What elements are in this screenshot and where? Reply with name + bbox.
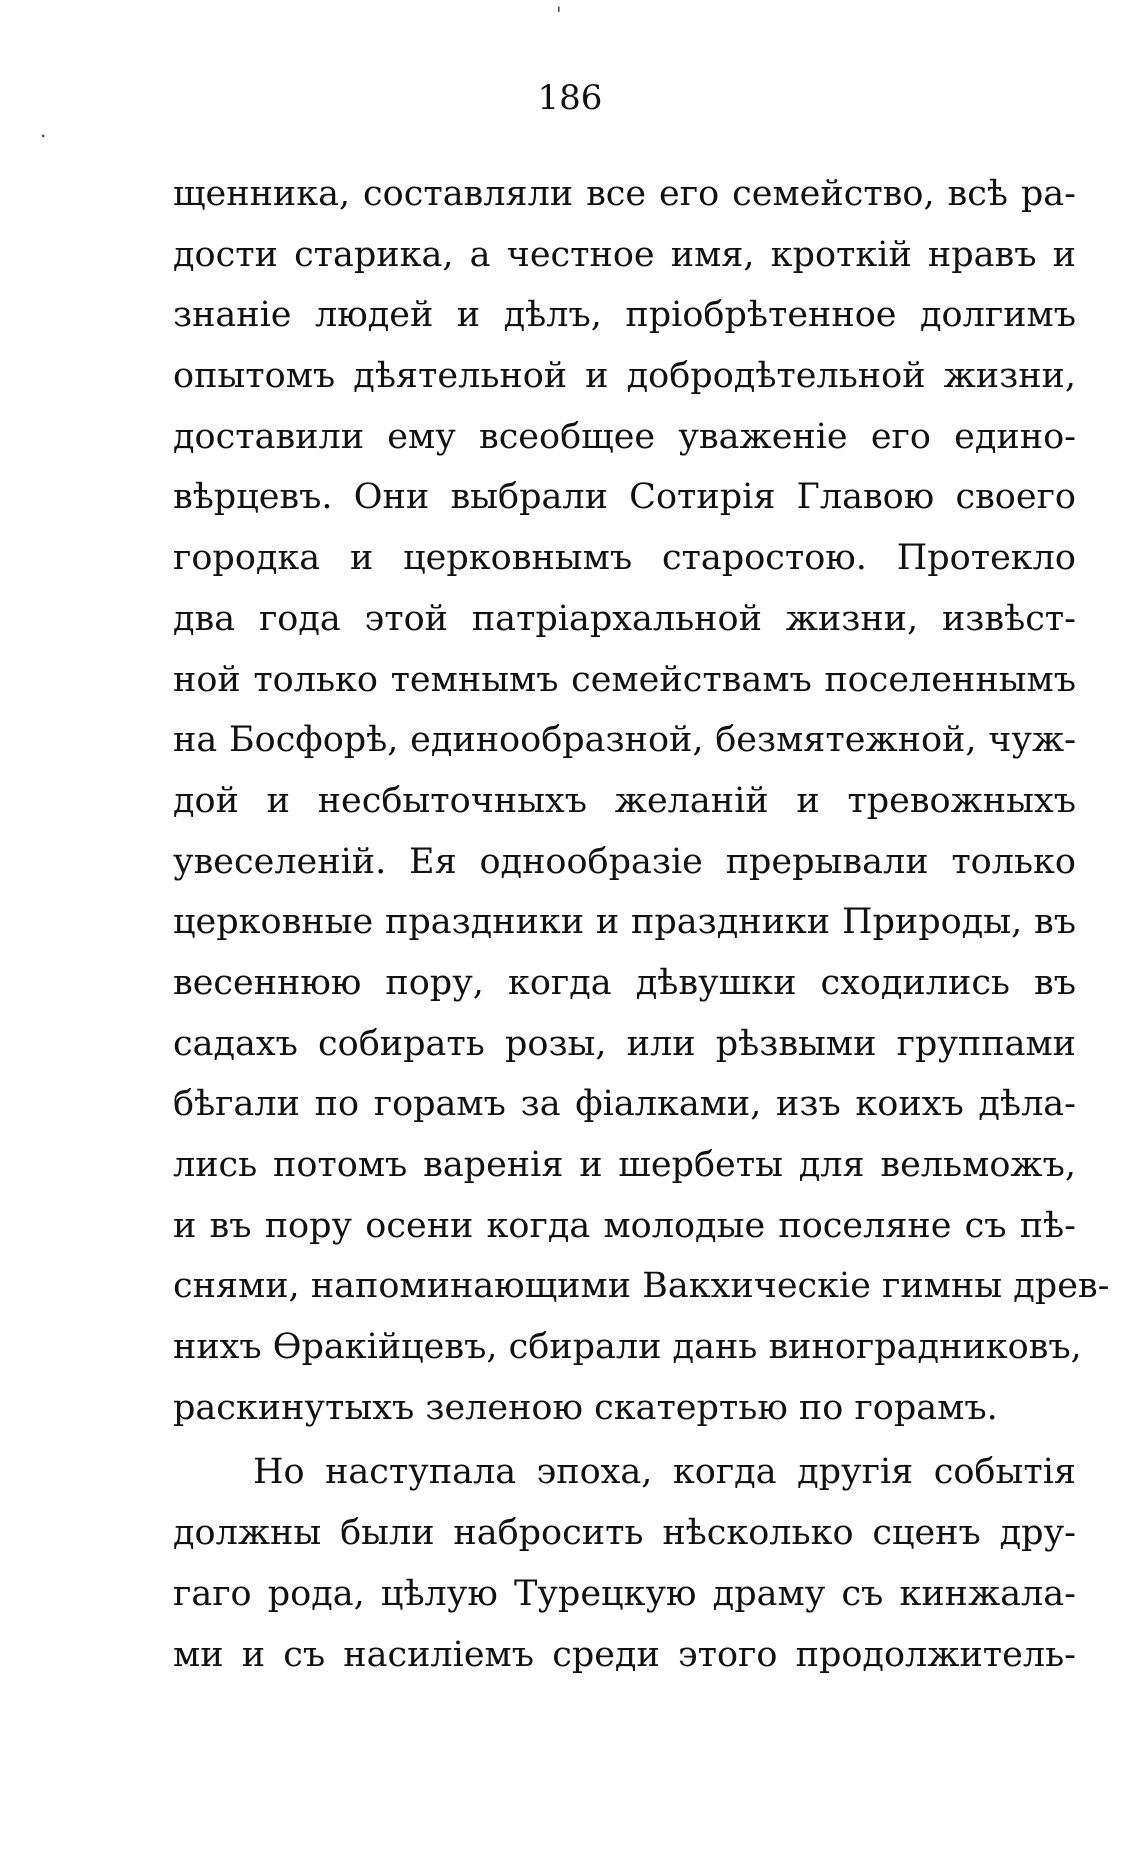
- text-line: знаніе людей и дѣлъ, пріобрѣтенное долгимъ: [173, 295, 1076, 336]
- text-line: снями, напоминающими Вакхическіе гимны древ-: [173, 1266, 1110, 1307]
- paragraph-2: [173, 1442, 1076, 1685]
- text-line: нихъ Ѳракійцевъ, сбирали дань виноградниковъ,: [173, 1327, 1082, 1368]
- page-number: 186: [537, 78, 603, 118]
- body-text: [173, 164, 1110, 1685]
- text-line: лись потомъ варенія и шербеты для вельможъ,: [173, 1145, 1076, 1185]
- text-line: весеннюю пору, когда дѣвушки сходились въ: [173, 962, 1076, 1003]
- text-line: городка и церковнымъ старостою. Протекло: [173, 538, 1076, 579]
- text-line: опытомъ дѣятельной и добродѣтельной жизни,: [173, 356, 1076, 397]
- text-line: ной только темнымъ семействамъ поселеннымъ: [173, 659, 1076, 700]
- text-line: гаго рода, цѣлую Турецкую драму съ кинжала-: [173, 1573, 1076, 1614]
- text-line: раскинутыхъ зеленою скатертью по горамъ.: [173, 1387, 998, 1428]
- text-line: увеселеній. Ея однообразіе прерывали только: [173, 841, 1076, 882]
- text-line: бѣгали по горамъ за фіалками, изъ коихъ дѣла-: [173, 1084, 1076, 1125]
- text-line: садахъ собирать розы, или рѣзвыми группами: [173, 1023, 1076, 1064]
- text-line: доставили ему всеобщее уваженіе его едино-: [173, 416, 1076, 457]
- text-line: щенника, составляли все его семейство, всѣ ра-: [173, 174, 1076, 214]
- text-line: дости старика, а честное имя, кроткій нравъ и: [173, 234, 1076, 275]
- text-line: Но наступала эпоха, когда другія событія: [253, 1452, 1076, 1493]
- text-line: на Босфорѣ, единообразной, безмятежной, чуж-: [173, 720, 1076, 761]
- text-line: ми и съ насиліемъ среди этого продолжитель-: [173, 1634, 1076, 1675]
- paragraph-1: [173, 164, 1110, 1438]
- specks-top: ': [556, 2, 562, 26]
- text-line: должны были набросить нѣсколько сценъ дру-: [173, 1513, 1076, 1554]
- text-line: церковные праздники и праздники Природы, въ: [173, 902, 1076, 943]
- specks-left: .: [40, 118, 47, 142]
- text-line: вѣрцевъ. Они выбрали Сотирія Главою своего: [173, 477, 1076, 518]
- text-line: и въ пору осени когда молодые поселяне съ пѣ-: [173, 1205, 1076, 1246]
- text-line: два года этой патріархальной жизни, извѣст-: [173, 598, 1076, 639]
- text-line: дой и несбыточныхъ желаній и тревожныхъ: [173, 780, 1076, 821]
